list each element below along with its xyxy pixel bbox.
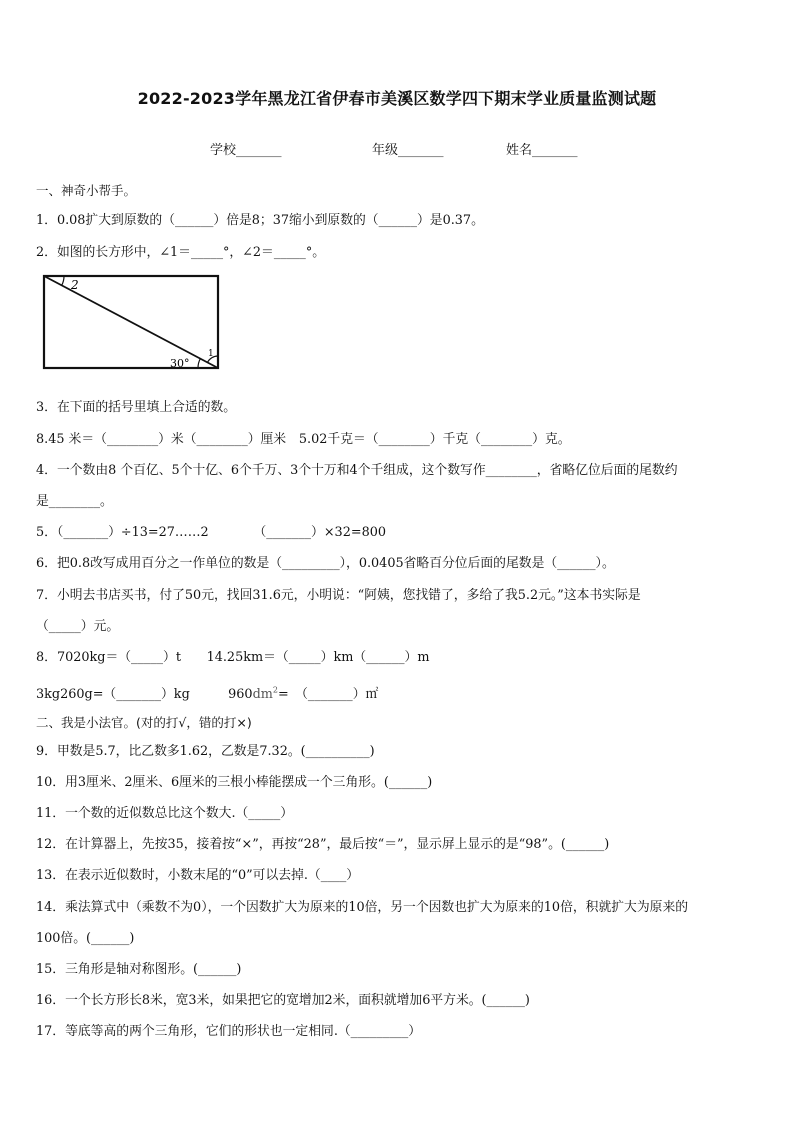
question-11: 11．一个数的近似数总比这个数大.（_____） (36, 806, 294, 821)
question-8-line-1: 8．7020kg＝（_____）t 14.25km＝（_____）km（______）m (36, 650, 430, 665)
angle-30-arc (198, 359, 200, 368)
question-12: 12．在计算器上，先按35，接着按“×”，再按“28”，最后按“＝”，显示屏上显示的是“98”。(______) (36, 837, 610, 852)
section-heading-1: 一、神奇小帮手。 (36, 183, 137, 198)
question-3: 3．在下面的括号里填上合适的数。 (36, 400, 237, 415)
question-14-line-2: 100倍。(______) (36, 931, 135, 946)
question-7-line-1: 7．小明去书店买书，付了50元，找回31.6元，小明说：“阿姨，您找错了，多给了我5.2元。”这本书实际是 (36, 588, 641, 603)
angle-2-label: 2 (71, 278, 79, 292)
question-6: 6．把0.8改写成用百分之一作单位的数是（_________），0.0405省略百分位后面的尾数是（______）。 (36, 556, 615, 571)
grade-field: 年级_______ (372, 143, 444, 158)
question-14-line-1: 14．乘法算式中（乘数不为0），一个因数扩大为原来的10倍，另一个因数也扩大为原来的10倍，积就扩大为原来的 (36, 900, 689, 915)
question-16: 16．一个长方形长8米，宽3米，如果把它的宽增加2米，面积就增加6平方米。(______) (36, 993, 530, 1008)
question-8-line-2 (36, 683, 378, 702)
rectangle-figure (38, 270, 224, 374)
angle-1-label: 1 (208, 349, 214, 359)
question-8-part-a: 3kg260g=（_______）kg 960 (36, 687, 253, 702)
school-field: 学校_______ (210, 143, 282, 158)
section-heading-2: 二、我是小法官。(对的打√，错的打×) (36, 715, 252, 730)
question-15: 15．三角形是轴对称图形。(______) (36, 962, 242, 977)
question-17: 17．等底等高的两个三角形，它们的形状也一定相同.（_________） (36, 1024, 422, 1039)
question-10: 10．用3厘米、2厘米、6厘米的三根小棒能摆成一个三角形。(______) (36, 775, 433, 790)
question-2: 2．如图的长方形中，∠1＝_____°，∠2＝_____°。 (36, 245, 326, 260)
question-5: 5．（_______）÷13=27……2 （_______）×32=800 (36, 525, 386, 540)
dm-unit: dm (252, 687, 273, 702)
question-13: 13．在表示近似数时，小数末尾的“0”可以去掉.（____） (36, 868, 360, 883)
question-4-line-2: 是________。 (36, 494, 113, 509)
question-9: 9．甲数是5.7，比乙数多1.62，乙数是7.32。(__________) (36, 744, 375, 759)
question-7-line-2: （_____）元。 (36, 619, 120, 634)
question-4-line-1: 4．一个数由8 个百亿、5个十亿、6个千万、3个十万和4个千组成，这个数写作________，省略亿位后面的尾数约 (36, 463, 678, 478)
question-1: 1．0.08扩大到原数的（______）倍是8；37缩小到原数的（______）是0.37。 (36, 213, 484, 228)
page-title: 2022-2023学年黑龙江省伊春市美溪区数学四下期末学业质量监测试题 (137, 89, 657, 108)
question-3-line: 8.45 米＝（________）米（________）厘米 5.02千克＝（________）千克（________）克。 (36, 432, 571, 447)
angle-2-arc (62, 276, 64, 285)
angle-30-label: 30° (170, 357, 190, 370)
name-field: 姓名_______ (506, 143, 578, 158)
dm-exponent: 2 (272, 685, 278, 695)
question-8-part-b: = （_______）㎡ (278, 687, 379, 702)
